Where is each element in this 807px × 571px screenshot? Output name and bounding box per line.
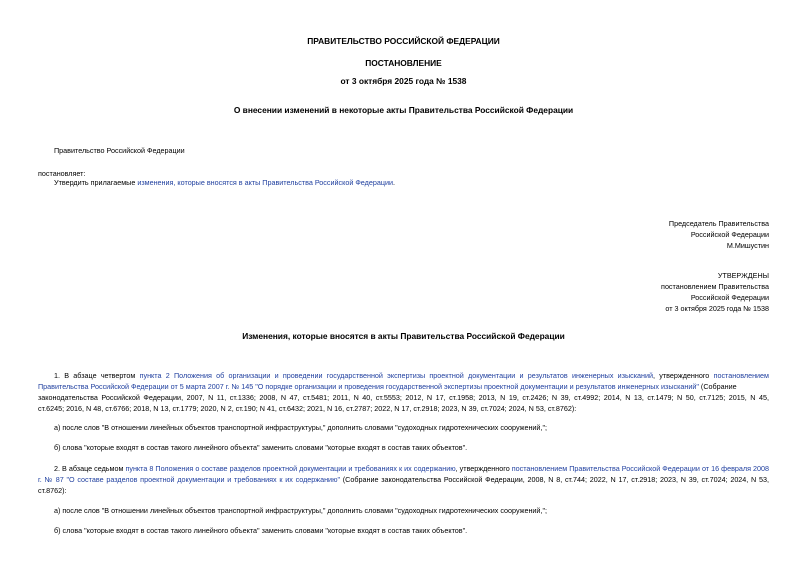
government-heading: ПРАВИТЕЛЬСТВО РОССИЙСКОЙ ФЕДЕРАЦИИ xyxy=(307,36,500,46)
item-2-line-2: г. № 87 "О составе разделов проектной документации и требованиях к их содержанию" (Собрание законодательства Российской Федерации, 2008, N 8, ст.744; 2022, N 17, ст.2918; 2023, N 39, ст.7024; 2024, N 53, xyxy=(38,475,769,484)
approve-changes-link[interactable]: изменения, которые вносятся в акты Правительства Российской Федерации xyxy=(137,178,393,187)
item-2-paragraph xyxy=(38,463,769,496)
item-1-line-3: законодательства Российской Федерации, 2007, N 11, ст.1336; 2008, N 47, ст.5481; 2011, N 40, ст.5553; 2012, N 17, ст.1958; 2013, N 19, ст.2426; N 39, ст.4992; 2014, N 13, ст.1479; N 50, ст.7125; 2015, N 45, xyxy=(38,393,769,402)
item-2-subitem-a: а) после слов "В отношении линейных объектов транспортной инфраструктуры," дополнить словами "судоходных гидротехнических сооружений,"; xyxy=(54,506,547,515)
signature-block xyxy=(669,218,769,251)
item-1-paragraph xyxy=(38,370,769,414)
approval-block xyxy=(661,270,769,314)
item-1-line-1: 1. В абзаце четвертом пункта 2 Положения об организации и проведении государственной экспертизы проектной документации и результатов инженерных изысканий, утвержденного постановлением xyxy=(54,371,769,380)
signature-name: М.Мишустин xyxy=(726,241,769,250)
government-line: Правительство Российской Федерации xyxy=(54,146,185,155)
document-type: ПОСТАНОВЛЕНИЕ xyxy=(365,58,442,68)
approval-line-4: от 3 октября 2025 года № 1538 xyxy=(665,304,769,313)
item-2-line-3: ст.8762): xyxy=(38,486,67,495)
approve-paragraph xyxy=(54,177,395,188)
item-1-line-2: Правительства Российской Федерации от 5 марта 2007 г. № 145 "О порядке организации и проведения государственной экспертизы проектной документации и результатов инженерных изысканий" (Собрание xyxy=(38,382,737,391)
document-date: от 3 октября 2025 года № 1538 xyxy=(340,76,467,86)
changes-title: Изменения, которые вносятся в акты Правительства Российской Федерации xyxy=(242,331,565,341)
item-2-clause-link[interactable]: пункта 8 Положения о составе разделов проектной документации и требованиях к их содержанию xyxy=(125,464,456,473)
item-2-resolution-link-start[interactable]: постановлением Правительства Российской Федерации от 16 февраля 2008 xyxy=(511,464,769,473)
signature-line-1: Председатель Правительства xyxy=(668,219,769,228)
item-1-subitem-b: б) слова "которые входят в состав такого линейного объекта" заменить словами "которые входят в состав таких объектов". xyxy=(54,443,468,452)
item-2-line-1: 2. В абзаце седьмом пункта 8 Положения о составе разделов проектной документации и требованиях к их содержанию, утвержденного постановлением Правительства Российской Федерации от 16 февраля 2008 xyxy=(54,464,769,473)
approval-line-1: УТВЕРЖДЕНЫ xyxy=(717,271,769,280)
item-1-resolution-link[interactable]: Правительства Российской Федерации от 5 марта 2007 г. № 145 "О порядке организации и проведения государственной экспертизы проектной документации и результатов инженерных изысканий" xyxy=(38,382,699,391)
approval-line-2: постановлением Правительства xyxy=(661,282,769,291)
document-title: О внесении изменений в некоторые акты Правительства Российской Федерации xyxy=(233,105,574,115)
approve-end: . xyxy=(392,178,395,187)
item-1-line-4: ст.6245; 2016, N 48, ст.6766; 2018, N 13, ст.1779; 2020, N 2, ст.190; N 41, ст.6432; 2021, N 16, ст.2787; 2022, N 17, ст.2918; 2023, N 39, ст.7024; 2024, N 53, ст.8762): xyxy=(38,404,577,413)
resolves-line: постановляет: xyxy=(38,169,86,178)
item-1-subitem-a: а) после слов "В отношении линейных объектов транспортной инфраструктуры," дополнить словами "судоходных гидротехнических сооружений,"; xyxy=(54,423,547,432)
approve-text: Утвердить прилагаемые xyxy=(54,178,138,187)
item-2-subitem-b: б) слова "которые входят в состав такого линейного объекта" заменить словами "которые входят в состав таких объектов". xyxy=(54,526,468,535)
item-1-resolution-link-start[interactable]: постановлением xyxy=(713,371,769,380)
signature-line-2: Российской Федерации xyxy=(690,230,769,239)
approval-line-3: Российской Федерации xyxy=(690,293,769,302)
item-2-resolution-link[interactable]: г. № 87 "О составе разделов проектной документации и требованиях к их содержанию" xyxy=(38,475,341,484)
item-1-clause-link[interactable]: пункта 2 Положения об организации и проведении государственной экспертизы проектной документации и результатов инженерных изысканий xyxy=(139,371,654,380)
